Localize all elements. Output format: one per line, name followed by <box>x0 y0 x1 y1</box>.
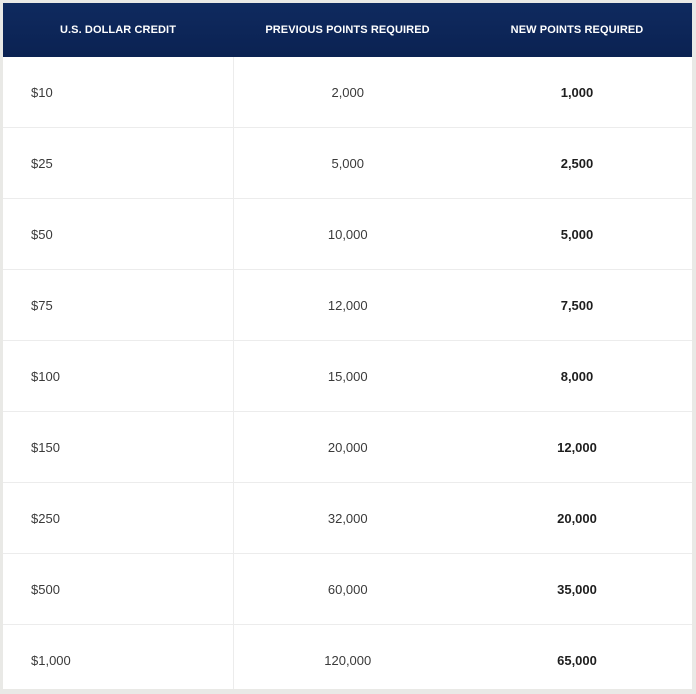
header-previous-points: PREVIOUS POINTS REQUIRED <box>233 3 462 57</box>
table-body <box>3 57 692 689</box>
table-header <box>3 3 692 57</box>
cell-new-points: 35,000 <box>462 554 692 625</box>
cell-new-points: 20,000 <box>462 483 692 554</box>
cell-new-points: 7,500 <box>462 270 692 341</box>
table-row <box>3 199 692 270</box>
cell-previous-points: 10,000 <box>233 199 462 270</box>
header-row <box>3 3 692 57</box>
cell-previous-points: 32,000 <box>233 483 462 554</box>
cell-previous-points: 2,000 <box>233 57 462 128</box>
cell-previous-points: 5,000 <box>233 128 462 199</box>
cell-previous-points: 15,000 <box>233 341 462 412</box>
cell-previous-points: 60,000 <box>233 554 462 625</box>
table-row <box>3 128 692 199</box>
table-row <box>3 554 692 625</box>
cell-usd-credit: $500 <box>3 554 233 625</box>
points-conversion-table <box>3 3 692 689</box>
cell-new-points: 65,000 <box>557 652 597 668</box>
points-table-container <box>3 3 692 689</box>
table-row <box>3 483 692 554</box>
table-row <box>3 412 692 483</box>
cell-usd-credit: $50 <box>3 199 233 270</box>
cell-new-points: 2,500 <box>462 128 692 199</box>
cell-usd-credit: $10 <box>3 57 233 128</box>
cell-new-points: 5,000 <box>462 199 692 270</box>
cell-usd-credit: $100 <box>3 341 233 412</box>
header-new-points: NEW POINTS REQUIRED <box>462 3 692 57</box>
cell-new-points: 12,000 <box>462 412 692 483</box>
cell-new-points: 8,000 <box>462 341 692 412</box>
cell-previous-points: 12,000 <box>233 270 462 341</box>
cell-usd-credit: $250 <box>3 483 233 554</box>
cell-usd-credit: $75 <box>3 270 233 341</box>
table-row <box>3 270 692 341</box>
table-row <box>3 57 692 128</box>
cell-previous-points: 120,000 <box>324 652 372 668</box>
table-row <box>3 625 692 690</box>
cell-usd-credit: $150 <box>3 412 233 483</box>
cell-usd-credit: $1,000 <box>3 625 233 690</box>
cell-new-points: 1,000 <box>462 57 692 128</box>
header-usd-credit: U.S. DOLLAR CREDIT <box>3 3 233 57</box>
table-row <box>3 341 692 412</box>
cell-previous-points: 20,000 <box>233 412 462 483</box>
cell-usd-credit: $25 <box>3 128 233 199</box>
